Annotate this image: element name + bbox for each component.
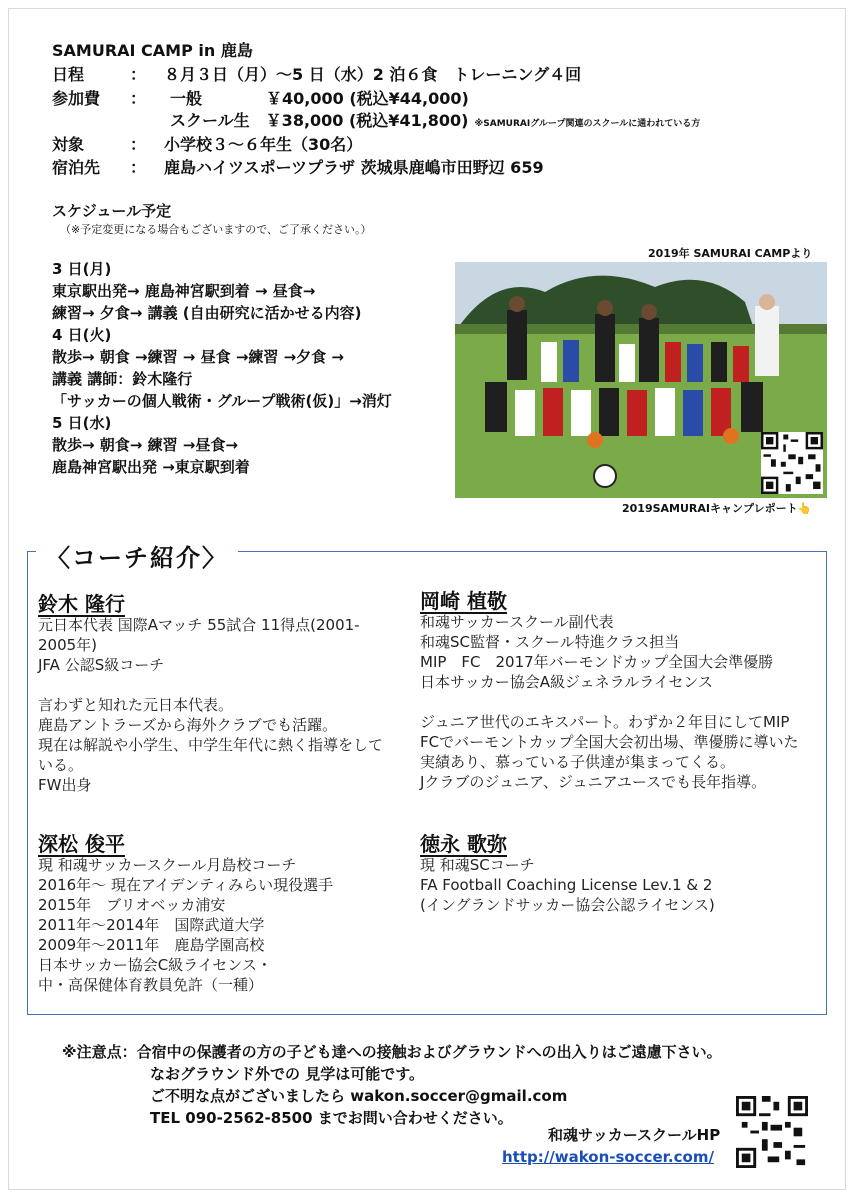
photo-caption-top: 2019年 SAMURAI CAMPより <box>648 247 813 260</box>
profile-line: 日本サッカー協会A級ジェネラルライセンス <box>420 673 713 691</box>
website-qr-icon[interactable] <box>736 1096 808 1168</box>
schedule-line: 3 日(月) <box>52 260 112 278</box>
info-row-fee <box>52 86 469 109</box>
profile-spacer <box>420 692 799 712</box>
schedule-line: 「サッカーの個人戦術・グループ戦術(仮)」→消灯 <box>52 392 392 410</box>
notice-line: ご不明な点がございましたら wakon.soccer@gmail.com <box>150 1087 568 1105</box>
profile-line: 現 和魂サッカースクール月島校コーチ <box>38 856 297 874</box>
info-label: 参加費 <box>52 89 101 108</box>
coach-name-suzuki: 鈴木 隆行 <box>38 592 125 616</box>
coach-section-heading: 〈コーチ紹介〉 <box>36 538 238 573</box>
coach-profile-tokunaga <box>420 855 715 915</box>
profile-spacer <box>38 675 383 695</box>
info-label: 対象 <box>52 135 85 154</box>
profile-line: ジュニア世代のエキスパート。わずか２年目にしてMIP <box>420 713 790 731</box>
profile-line: 2015年 ブリオベッカ浦安 <box>38 896 226 914</box>
coach-name-okazaki: 岡崎 植敬 <box>420 589 507 613</box>
info-colon: ： <box>130 65 147 84</box>
profile-line: 2011年～2014年 国際武道大学 <box>38 916 265 934</box>
schedule-note: （※予定変更になる場合もございますので、ご了承ください。） <box>60 223 372 236</box>
profile-line: Jクラブのジュニア、ジュニアユースでも長年指導。 <box>420 773 767 791</box>
coach-profile-fukamatsu <box>38 855 333 995</box>
profile-line: 2009年～2011年 鹿島学園高校 <box>38 936 265 954</box>
profile-line: 実績あり、慕っている子供達が集まってくる。 <box>420 753 736 771</box>
coach-profile-okazaki <box>420 612 799 792</box>
photo-caption-bottom[interactable]: 2019SAMURAIキャンプレポート👆 <box>622 502 812 515</box>
schedule-line: 散歩→ 朝食→ 練習 →昼食→ <box>52 436 238 454</box>
hp-label: 和魂サッカースクールHP <box>548 1126 721 1144</box>
profile-line: FA Football Coaching License Lev.1 & 2 <box>420 876 713 894</box>
schedule-line: 東京駅出発→ 鹿島神宮駅到着 → 昼食→ <box>52 282 316 300</box>
profile-line: 2005年) <box>38 636 98 654</box>
schedule-line: 練習→ 夕食→ 講義 (自由研究に活かせる内容) <box>52 304 362 322</box>
info-row-lodging <box>52 155 544 178</box>
profile-line: 中・高保健体育教員免許（一種） <box>38 976 264 994</box>
profile-line: FW出身 <box>38 776 92 794</box>
coach-profile-suzuki <box>38 615 383 795</box>
info-value: 鹿島ハイツスポーツプラザ 茨城県鹿嶋市田野辺 659 <box>164 158 544 177</box>
info-colon: ： <box>130 158 147 177</box>
info-row-fee-school <box>52 108 700 131</box>
info-value: ８月３日（月）～5 日（水）2 泊６食 トレーニング４回 <box>164 65 582 84</box>
profile-line: 2016年～ 現在アイデンティみらい現役選手 <box>38 876 334 894</box>
info-row-target <box>52 132 362 155</box>
profile-line: 和魂SC監督・スクール特進クラス担当 <box>420 633 680 651</box>
camp-title: SAMURAI CAMP in 鹿島 <box>52 41 253 60</box>
schedule-line: 講義 講師：鈴木隆行 <box>52 370 193 388</box>
coach-name-tokunaga: 徳永 歌弥 <box>420 832 507 856</box>
notice-line: TEL 090-2562-8500 までお問い合わせください。 <box>150 1109 513 1127</box>
hp-link[interactable]: http://wakon-soccer.com/ <box>502 1148 714 1166</box>
notice-line: なおグラウンド外での 見学は可能です。 <box>150 1065 425 1083</box>
profile-line: 鹿島アントラーズから海外クラブでも活躍。 <box>38 716 338 734</box>
schedule-line: 散歩→ 朝食 →練習 → 昼食 →練習 →夕食 → <box>52 348 344 366</box>
info-row-schedule <box>52 62 581 85</box>
info-colon: ： <box>130 135 147 154</box>
camp-report-qr-icon[interactable] <box>761 432 823 494</box>
profile-line: JFA 公認S級コーチ <box>38 656 165 674</box>
profile-line: 元日本代表 国際Aマッチ 55試合 11得点(2001- <box>38 616 360 634</box>
profile-line: FCでバーモントカップ全国大会初出場、準優勝に導いた <box>420 733 799 751</box>
info-colon: ： <box>130 89 147 108</box>
info-label: 宿泊先 <box>52 158 101 177</box>
info-value: 小学校３～６年生（30名） <box>164 135 363 154</box>
schedule-line: 4 日(火) <box>52 326 112 344</box>
school-member-note: ※SAMURAIグループ関連のスクールに通われている方 <box>474 119 701 129</box>
profile-line: 言わずと知れた元日本代表。 <box>38 696 234 714</box>
profile-line: MIP FC 2017年バーモンドカップ全国大会準優勝 <box>420 653 774 671</box>
profile-line: 和魂サッカースクール副代表 <box>420 613 614 631</box>
notice-line: ※注意点：合宿中の保護者の方の子ども達への接触およびグラウンドへの出入りはご遠慮下さい。 <box>62 1043 722 1061</box>
schedule-title: スケジュール予定 <box>52 202 172 220</box>
info-label: 日程 <box>52 65 85 84</box>
profile-line: (イングランドサッカー協会公認ライセンス) <box>420 896 715 914</box>
info-value: スクール生 ￥38,000 (税込¥41,800) <box>170 111 469 130</box>
profile-line: 日本サッカー協会C級ライセンス・ <box>38 956 272 974</box>
schedule-line: 鹿島神宮駅出発 →東京駅到着 <box>52 458 250 476</box>
schedule-line: 5 日(水) <box>52 414 112 432</box>
profile-line: 現在は解説や小学生、中学生年代に熱く指導をして <box>38 736 384 754</box>
info-value: 一般 ￥40,000 (税込¥44,000) <box>170 89 469 108</box>
profile-line: いる。 <box>38 756 84 774</box>
coach-name-fukamatsu: 深松 俊平 <box>38 832 125 856</box>
profile-line: 現 和魂SCコーチ <box>420 856 535 874</box>
